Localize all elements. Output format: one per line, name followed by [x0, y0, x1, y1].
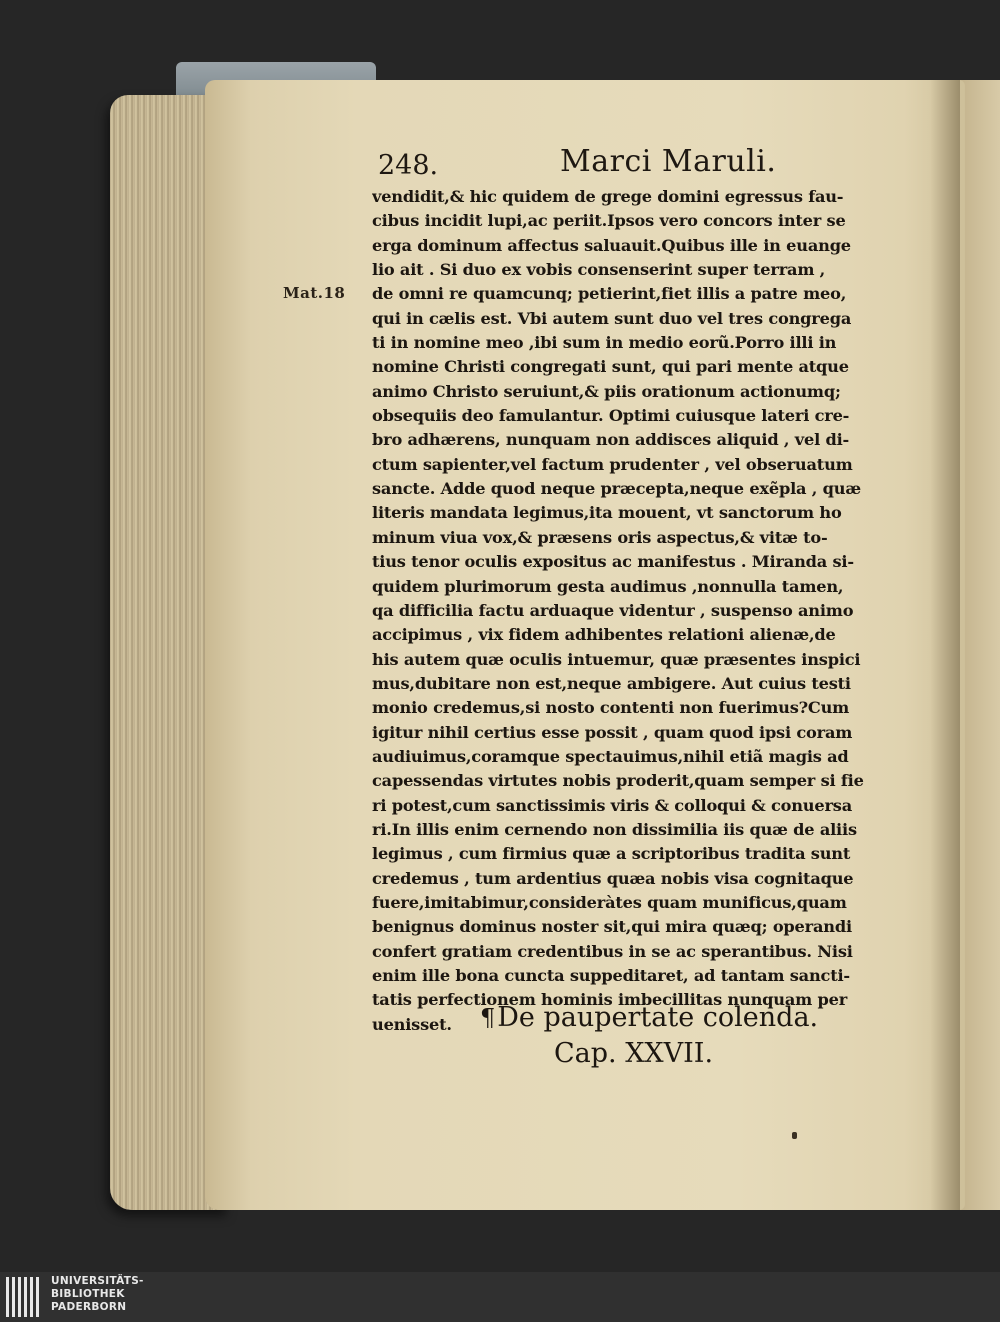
text-line: his autem quæ oculis intuemur, quæ præsentes inspici	[372, 649, 861, 669]
text-line: obsequiis deo famulantur. Optimi cuiusque lateri cre-	[372, 406, 850, 426]
text-line: monio credemus,si nosto contenti non fuerimus?Cum	[372, 698, 850, 718]
text-line: quidem plurimorum gesta audimus ,nonnulla tamen,	[372, 576, 844, 596]
body-text	[372, 185, 902, 1037]
text-line: enim ille bona cuncta suppeditaret, ad tantam sancti-	[372, 966, 850, 985]
text-line: lio ait . Si duo ex vobis consenserint super terram ,	[372, 260, 826, 280]
text-line: credemus , tum ardentius quæa nobis visa cognitaque	[372, 868, 854, 888]
text-line: legimus , cum firmius quæ a scriptoribus tradita sunt	[372, 844, 851, 864]
text-line: literis mandata legimus,ita mouent, vt sanctorum ho	[372, 503, 842, 523]
chapter-number: Cap. XXVII.	[554, 1038, 714, 1069]
library-name	[51, 1275, 144, 1314]
text-line: ri.In illis enim cernendo non dissimilia iis quæ de aliis	[372, 819, 857, 839]
text-line: tatis perfectionem hominis imbecillitas nunquam per	[372, 990, 848, 1010]
text-line: ti in nomine meo ,ibi sum in medio eorũ.Porro illi in	[372, 333, 837, 353]
library-bars-icon	[6, 1277, 46, 1317]
text-line: animo Christo seruiunt,& piis orationum actionumq;	[372, 381, 841, 401]
library-name-line: BIBLIOTHEK	[51, 1288, 125, 1300]
text-line: confert gratiam credentibus in se ac sperantibus. Nisi	[372, 941, 853, 961]
library-name-line: UNIVERSITÄTS-	[51, 1275, 144, 1287]
page-number: 248.	[378, 150, 439, 181]
pilcrow-icon: ¶	[480, 1004, 496, 1032]
text-line: accipimus , vix fidem adhibentes relationi alienæ,de	[372, 625, 836, 645]
text-line: tius tenor oculis expositus ac manifestus . Miranda si-	[372, 552, 854, 572]
gutter-shadow	[930, 80, 960, 1210]
text-line: ri potest,cum sanctissimis viris & colloqui & conuersa	[372, 795, 853, 815]
library-name-line: PADERBORN	[51, 1301, 127, 1313]
text-line: de omni re quamcunq; petierint,fiet illis a patre meo,	[372, 284, 847, 304]
text-line: erga dominum affectus saluauit.Quibus ille in euange	[372, 235, 851, 255]
text-line: cibus incidit lupi,ac periit.Ipsos vero concors inter se	[372, 211, 846, 231]
text-line: uenisset.	[372, 1014, 452, 1034]
text-line: igitur nihil certius esse possit , quam quod ipsi coram	[372, 722, 853, 742]
chapter-title: De paupertate colenda.	[497, 1002, 819, 1033]
ink-mark	[792, 1132, 797, 1139]
text-line: ctum sapienter,vel factum prudenter , vel obseruatum	[372, 454, 853, 474]
running-head	[378, 144, 798, 182]
text-line: sancte. Adde quod neque præcepta,neque exẽpla , quæ	[372, 479, 861, 499]
text-line: qui in cælis est. Vbi autem sunt duo vel tres congrega	[372, 308, 852, 328]
text-line: mus,dubitare non est,neque ambigere. Aut cuius testi	[372, 673, 851, 693]
running-title: Marci Maruli.	[560, 144, 777, 179]
text-line: minum viua vox,& præsens oris aspectus,& vitæ to-	[372, 527, 828, 547]
text-line: audiuimus,coramque spectauimus,nihil etiã magis ad	[372, 746, 849, 766]
text-line: nomine Christi congregati sunt, qui pari mente atque	[372, 357, 849, 377]
margin-note: Mat.18	[283, 284, 346, 302]
text-line: bro adhærens, nunquam non addisces aliquid , vel di-	[372, 430, 850, 450]
text-line: benignus dominus noster sit,qui mira quæq; operandi	[372, 917, 852, 937]
text-line: capessendas virtutes nobis proderit,quam semper si fie	[372, 771, 864, 791]
footer-bar	[0, 1272, 1000, 1322]
text-line: vendidit,& hic quidem de grege domini egressus fau-	[372, 187, 844, 206]
text-line: qa difficilia factu arduaque videntur , suspenso animo	[372, 600, 854, 620]
text-line: fuere,imitabimur,consideràtes quam munificus,quam	[372, 892, 847, 912]
